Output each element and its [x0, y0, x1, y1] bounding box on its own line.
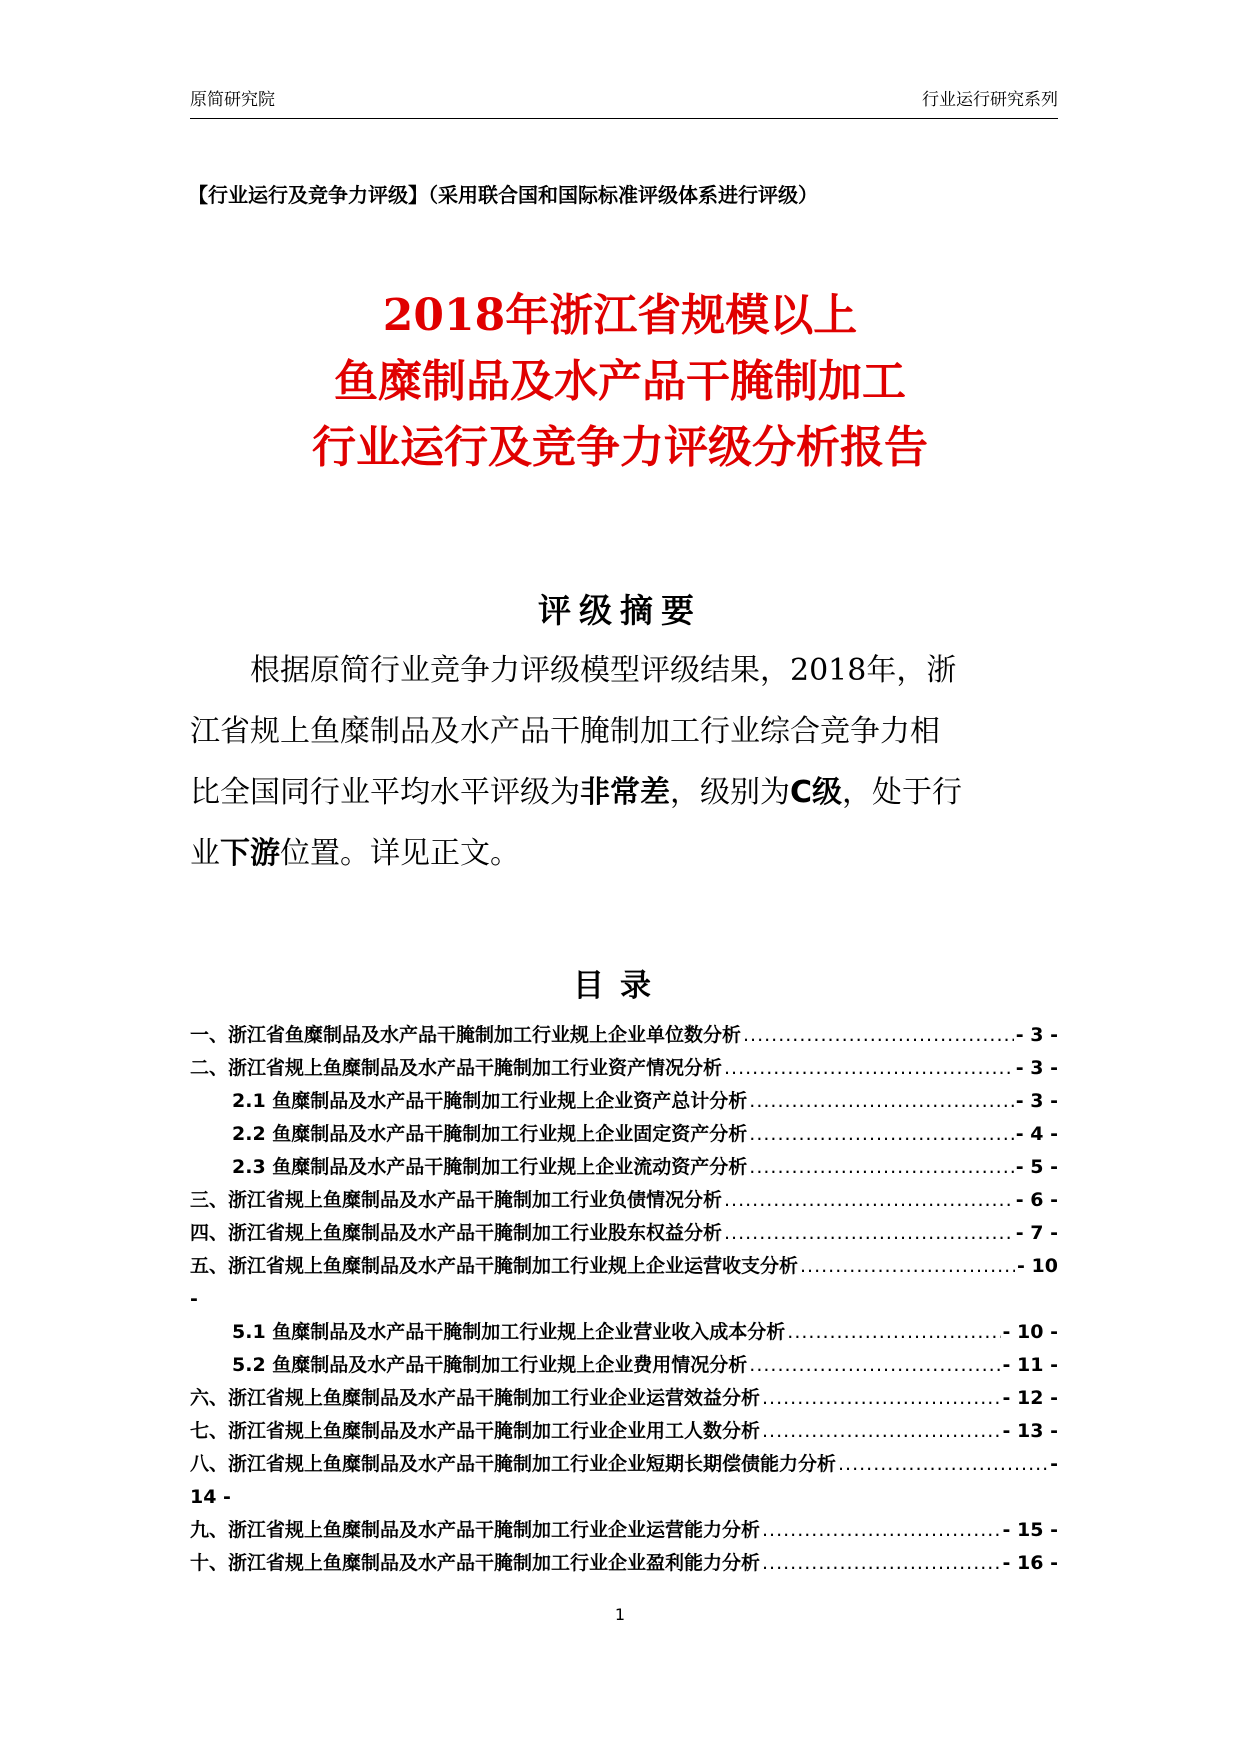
toc-entry[interactable] — [190, 1415, 1058, 1448]
abstract-line-2: 江省规上鱼糜制品及水产品干腌制加工行业综合竞争力相 — [190, 714, 940, 749]
toc-entry-page: - 3 - — [1015, 1057, 1058, 1079]
toc-leader-dots — [838, 1448, 1048, 1481]
toc-entry-label: 2.3 鱼糜制品及水产品干腌制加工行业规上企业流动资产分析 — [232, 1156, 748, 1178]
toc-leader-dots — [749, 1151, 1013, 1184]
toc-leader-dots — [762, 1382, 1001, 1415]
abstract-heading: 评级摘要 — [538, 591, 702, 630]
page-header — [190, 88, 1058, 119]
toc-entry-continuation — [190, 1481, 1058, 1514]
toc-entry[interactable] — [190, 1052, 1058, 1085]
industry-position: 下游 — [220, 836, 280, 871]
toc-entry-page: - 15 - — [1002, 1519, 1058, 1541]
toc-entry[interactable] — [190, 1349, 1058, 1382]
toc-entry[interactable] — [190, 1118, 1058, 1151]
abstract-text: 业 — [190, 836, 220, 871]
toc-entry-page: - 11 - — [1002, 1354, 1058, 1376]
toc-entry[interactable] — [190, 1184, 1058, 1217]
toc-entry-page: - 16 - — [1002, 1552, 1058, 1574]
toc-leader-dots — [724, 1217, 1014, 1250]
toc-entry-label: 一、浙江省鱼糜制品及水产品干腌制加工行业规上企业单位数分析 — [190, 1024, 742, 1046]
toc-leader-dots — [724, 1052, 1014, 1085]
toc-leader-dots — [762, 1547, 1001, 1580]
toc-entry-page: - 7 - — [1015, 1222, 1058, 1244]
abstract-text: ，处于行 — [842, 775, 963, 810]
toc-entry-page: - 3 - — [1015, 1024, 1058, 1046]
toc-entry-continuation — [190, 1283, 1058, 1316]
toc-entry-label: 14 - — [190, 1486, 231, 1508]
rating-grade: C级 — [790, 775, 843, 810]
toc-entry[interactable] — [190, 1514, 1058, 1547]
report-tagline: 【行业运行及竞争力评级】（采用联合国和国际标准评级体系进行评级） — [188, 183, 818, 207]
toc-entry-page: - — [1050, 1453, 1058, 1475]
report-title — [0, 283, 1240, 481]
toc-entry-label: 5.2 鱼糜制品及水产品干腌制加工行业规上企业费用情况分析 — [232, 1354, 748, 1376]
toc-entry-page: - 3 - — [1015, 1090, 1058, 1112]
toc-entry-page: - 10 — [1017, 1255, 1058, 1277]
toc-entry[interactable] — [190, 1151, 1058, 1184]
toc-entry-label: 2.2 鱼糜制品及水产品干腌制加工行业规上企业固定资产分析 — [232, 1123, 748, 1145]
toc-entry-label: 九、浙江省规上鱼糜制品及水产品干腌制加工行业企业运营能力分析 — [190, 1519, 761, 1541]
table-of-contents — [190, 1019, 1058, 1580]
toc-entry[interactable] — [190, 1547, 1058, 1580]
toc-leader-dots — [762, 1514, 1001, 1547]
abstract-text: ，级别为 — [670, 775, 790, 810]
toc-leader-dots — [762, 1415, 1001, 1448]
abstract-text: 位置。详见正文。 — [280, 836, 520, 871]
title-line-3: 行业运行及竞争力评级分析报告 — [312, 422, 928, 473]
toc-entry-label: 八、浙江省规上鱼糜制品及水产品干腌制加工行业企业短期长期偿债能力分析 — [190, 1453, 837, 1475]
toc-entry-label: 七、浙江省规上鱼糜制品及水产品干腌制加工行业企业用工人数分析 — [190, 1420, 761, 1442]
toc-entry-label: - — [190, 1288, 198, 1310]
toc-entry-label: 2.1 鱼糜制品及水产品干腌制加工行业规上企业资产总计分析 — [232, 1090, 748, 1112]
toc-entry-label: 5.1 鱼糜制品及水产品干腌制加工行业规上企业营业收入成本分析 — [232, 1321, 786, 1343]
toc-leader-dots — [749, 1085, 1013, 1118]
toc-entry-page: - 5 - — [1015, 1156, 1058, 1178]
toc-heading: 目录 — [573, 968, 667, 1004]
abstract-body — [190, 640, 1060, 884]
abstract-text: 比全国同行业平均水平评级为 — [190, 775, 580, 810]
toc-entry-label: 二、浙江省规上鱼糜制品及水产品干腌制加工行业资产情况分析 — [190, 1057, 723, 1079]
rating-value: 非常差 — [580, 775, 670, 810]
toc-entry-label: 十、浙江省规上鱼糜制品及水产品干腌制加工行业企业盈利能力分析 — [190, 1552, 761, 1574]
toc-entry-page: - 4 - — [1015, 1123, 1058, 1145]
toc-leader-dots — [749, 1118, 1013, 1151]
toc-entry[interactable] — [190, 1448, 1058, 1481]
toc-leader-dots — [724, 1184, 1014, 1217]
page-number: 1 — [614, 1605, 626, 1624]
toc-leader-dots — [800, 1250, 1015, 1283]
abstract-line-3 — [190, 762, 1060, 823]
toc-leader-dots — [787, 1316, 1000, 1349]
toc-entry[interactable] — [190, 1382, 1058, 1415]
toc-leader-dots — [743, 1019, 1014, 1052]
toc-entry-page: - 10 - — [1002, 1321, 1058, 1343]
abstract-line-1: 根据原简行业竞争力评级模型评级结果，2018年，浙 — [250, 653, 957, 688]
toc-entry-page: - 12 - — [1002, 1387, 1058, 1409]
abstract-line-4 — [190, 823, 1060, 884]
toc-entry[interactable] — [190, 1250, 1058, 1283]
toc-entry-label: 三、浙江省规上鱼糜制品及水产品干腌制加工行业负债情况分析 — [190, 1189, 723, 1211]
header-org-name: 原简研究院 — [190, 90, 275, 110]
toc-entry[interactable] — [190, 1019, 1058, 1052]
header-series-name: 行业运行研究系列 — [922, 90, 1058, 110]
toc-entry-label: 六、浙江省规上鱼糜制品及水产品干腌制加工行业企业运营效益分析 — [190, 1387, 761, 1409]
toc-leader-dots — [749, 1349, 1000, 1382]
title-line-2: 鱼糜制品及水产品干腌制加工 — [334, 356, 906, 407]
toc-entry-label: 四、浙江省规上鱼糜制品及水产品干腌制加工行业股东权益分析 — [190, 1222, 723, 1244]
toc-entry[interactable] — [190, 1316, 1058, 1349]
toc-entry[interactable] — [190, 1085, 1058, 1118]
toc-entry[interactable] — [190, 1217, 1058, 1250]
toc-entry-label: 五、浙江省规上鱼糜制品及水产品干腌制加工行业规上企业运营收支分析 — [190, 1255, 799, 1277]
toc-entry-page: - 13 - — [1002, 1420, 1058, 1442]
toc-entry-page: - 6 - — [1015, 1189, 1058, 1211]
title-line-1: 2018年浙江省规模以上 — [382, 290, 858, 341]
